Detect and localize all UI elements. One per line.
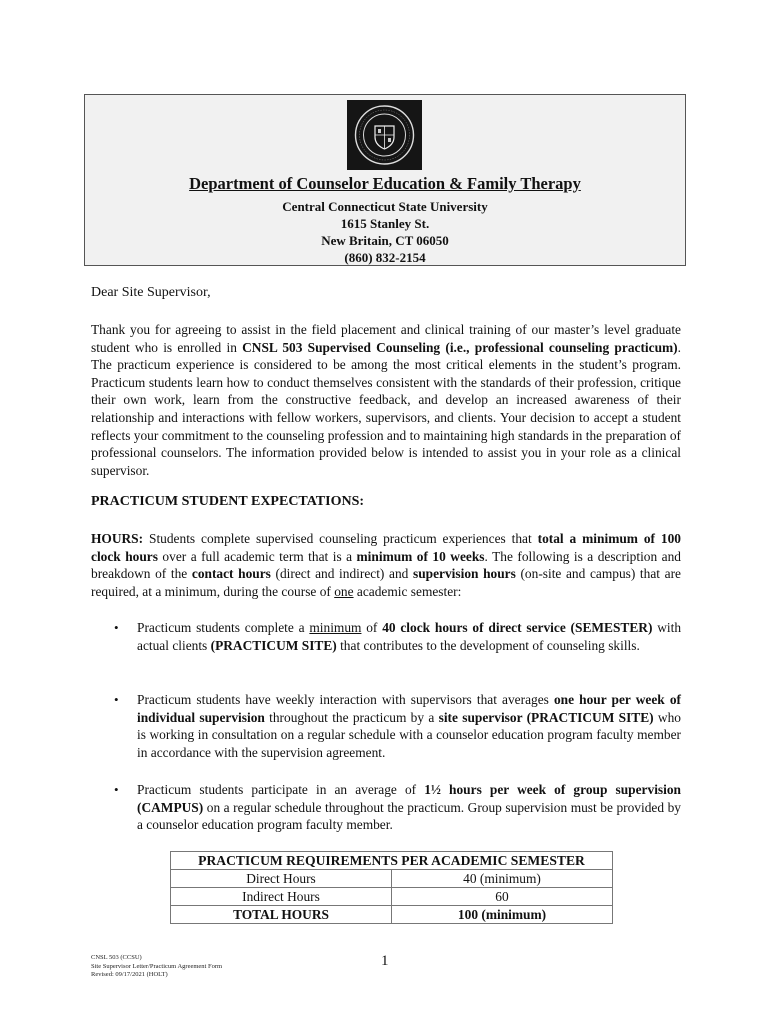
bullet-icon: • — [114, 620, 119, 635]
page-number: 1 — [381, 953, 389, 969]
table-row — [171, 870, 613, 888]
section-heading: PRACTICUM STUDENT EXPECTATIONS: — [91, 494, 365, 509]
row-label: Indirect Hours — [171, 888, 392, 906]
table-row — [171, 888, 613, 906]
footer-revised: Revised: 09/17/2021 (HOLT) — [91, 971, 168, 978]
bullet-group-supervision: Practicum students participate in an average of 1½ hours per week of group supervision (CAMPUS) on a regular schedule throughout the practicum. Group supervision must be provided by a counselor education program faculty member. — [137, 782, 681, 833]
table-row — [171, 906, 613, 924]
university-name: Central Connecticut State University — [282, 199, 488, 214]
letterhead — [84, 94, 686, 266]
department-title: Department of Counselor Education & Family Therapy — [189, 174, 581, 193]
intro-paragraph: Thank you for agreeing to assist in the field placement and clinical training of our master’s level graduate student who is enrolled in CNSL 503 Supervised Counseling (i.e., professional counseling practicum). The practicum experience is considered to be among the most critical elements in the student’s program. Practicum students learn how to conduct themselves consistent with the standards of their profession, critique their own work, learn from the constructive feedback, and develop an increased awareness of their relationship and interactions with fellow workers, supervisors, and clients. Your decision to accept a student reflects your commitment to the counseling profession and to maintaining high standards in the preparation of professional counselors. The information provided below is intended to assist you in your role as a clinical supervisor. — [91, 322, 682, 478]
row-label: Direct Hours — [171, 870, 392, 888]
bullet-icon: • — [114, 692, 119, 707]
salutation: Dear Site Supervisor, — [91, 285, 211, 300]
row-value: 60 — [392, 888, 613, 906]
university-seal — [347, 100, 422, 170]
hours-paragraph: HOURS: Students complete supervised counseling practicum experiences that total a minimum of 100 clock hours over a full academic term that is a minimum of 10 weeks. The following is a description and breakdown of the contact hours (direct and indirect) and supervision hours (on-site and campus) that are required, at a minimum, during the course of one academic semester: — [91, 531, 681, 599]
bullet-individual-supervision: Practicum students have weekly interaction with supervisors that averages one hour per week of individual supervision throughout the practicum by a site supervisor (PRACTICUM SITE) who is working in consultation on a regular schedule with a counselor education program faculty member in accordance with the supervision agreement. — [137, 692, 681, 760]
bullet-direct-service: Practicum students complete a minimum of 40 clock hours of direct service (SEMESTER) with actual clients (PRACTICUM SITE) that contributes to the development of counseling skills. — [137, 620, 682, 653]
row-value: 40 (minimum) — [392, 870, 613, 888]
footer-form: Site Supervisor Letter/Practicum Agreement Form — [91, 962, 223, 970]
row-value: 100 (minimum) — [392, 906, 613, 924]
requirements-table-title: PRACTICUM REQUIREMENTS PER ACADEMIC SEMESTER — [171, 852, 613, 870]
footer-info — [91, 954, 222, 980]
footer-course: CNSL 503 (CCSU) — [91, 954, 142, 961]
row-label: TOTAL HOURS — [171, 906, 392, 924]
city-address: New Britain, CT 06050 — [321, 233, 449, 248]
street-address: 1615 Stanley St. — [340, 216, 430, 231]
seal-emblem-icon — [347, 100, 422, 170]
requirements-table — [170, 851, 613, 924]
bullet-icon: • — [114, 782, 119, 797]
phone-number: (860) 832-2154 — [344, 250, 426, 265]
